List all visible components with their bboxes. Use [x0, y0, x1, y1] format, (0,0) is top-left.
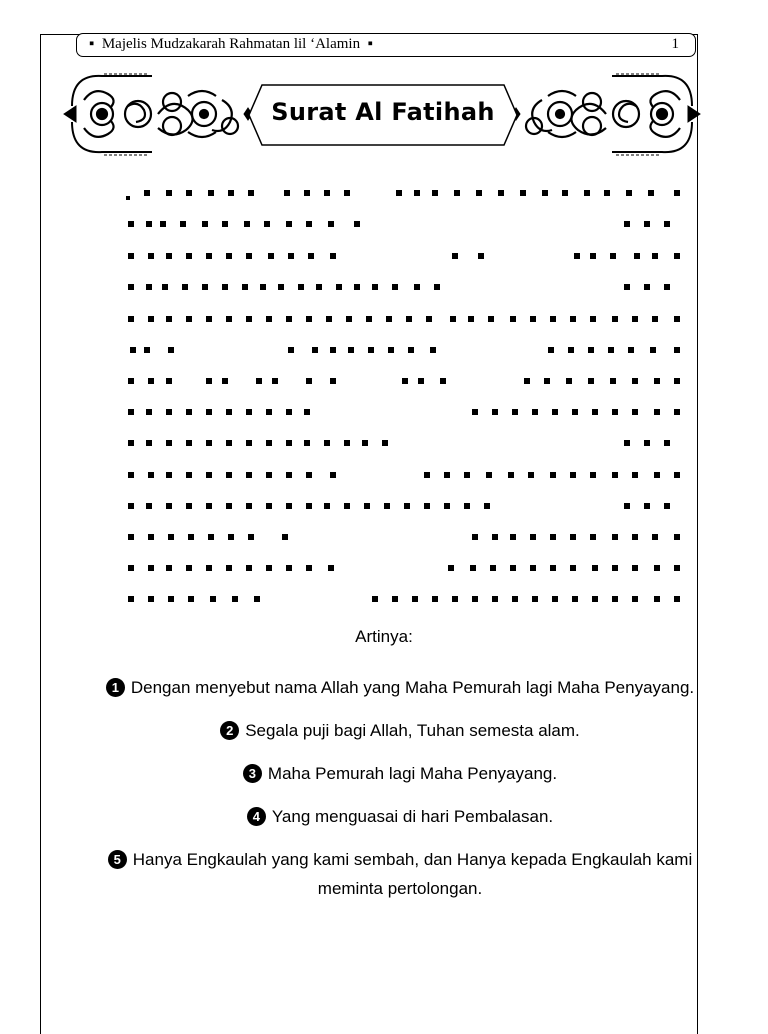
translation-verse-5 — [100, 845, 700, 903]
verse-number-badge: 5 — [108, 850, 127, 869]
running-header — [76, 33, 696, 57]
translation-verse-3 — [100, 759, 700, 788]
translation-verse-2 — [100, 716, 700, 745]
page-number: 1 — [671, 36, 679, 52]
verse-translation-text: Segala puji bagi Allah, Tuhan semesta alam. — [245, 721, 580, 740]
verse-translation-text: Hanya Engkaulah yang kami sembah, dan Hanya kepada Engkaulah kami meminta pertolongan. — [132, 850, 693, 898]
translation-verse-1 — [100, 673, 700, 702]
title-frame — [248, 84, 518, 146]
verse-number-badge: 2 — [220, 721, 239, 740]
verse-translation-text: Dengan menyebut nama Allah yang Maha Pemurah lagi Maha Penyayang. — [130, 678, 695, 697]
translation-heading: Artinya: — [355, 627, 413, 646]
surah-title: Surat Al Fatihah — [271, 98, 495, 126]
translation-verse-4 — [100, 802, 700, 831]
header-title: ▪ Majelis Mudzakarah Rahmatan lil ‘Alamin ▪ — [89, 36, 373, 52]
verse-number-badge: 1 — [106, 678, 125, 697]
verse-number-badge: 3 — [243, 764, 262, 783]
verse-translation-text: Maha Pemurah lagi Maha Penyayang. — [267, 764, 558, 783]
arabic-text-block — [118, 178, 688, 608]
translation-list — [100, 673, 700, 917]
verse-translation-text: Yang menguasai di hari Pembalasan. — [271, 807, 554, 826]
verse-number-badge: 4 — [247, 807, 266, 826]
